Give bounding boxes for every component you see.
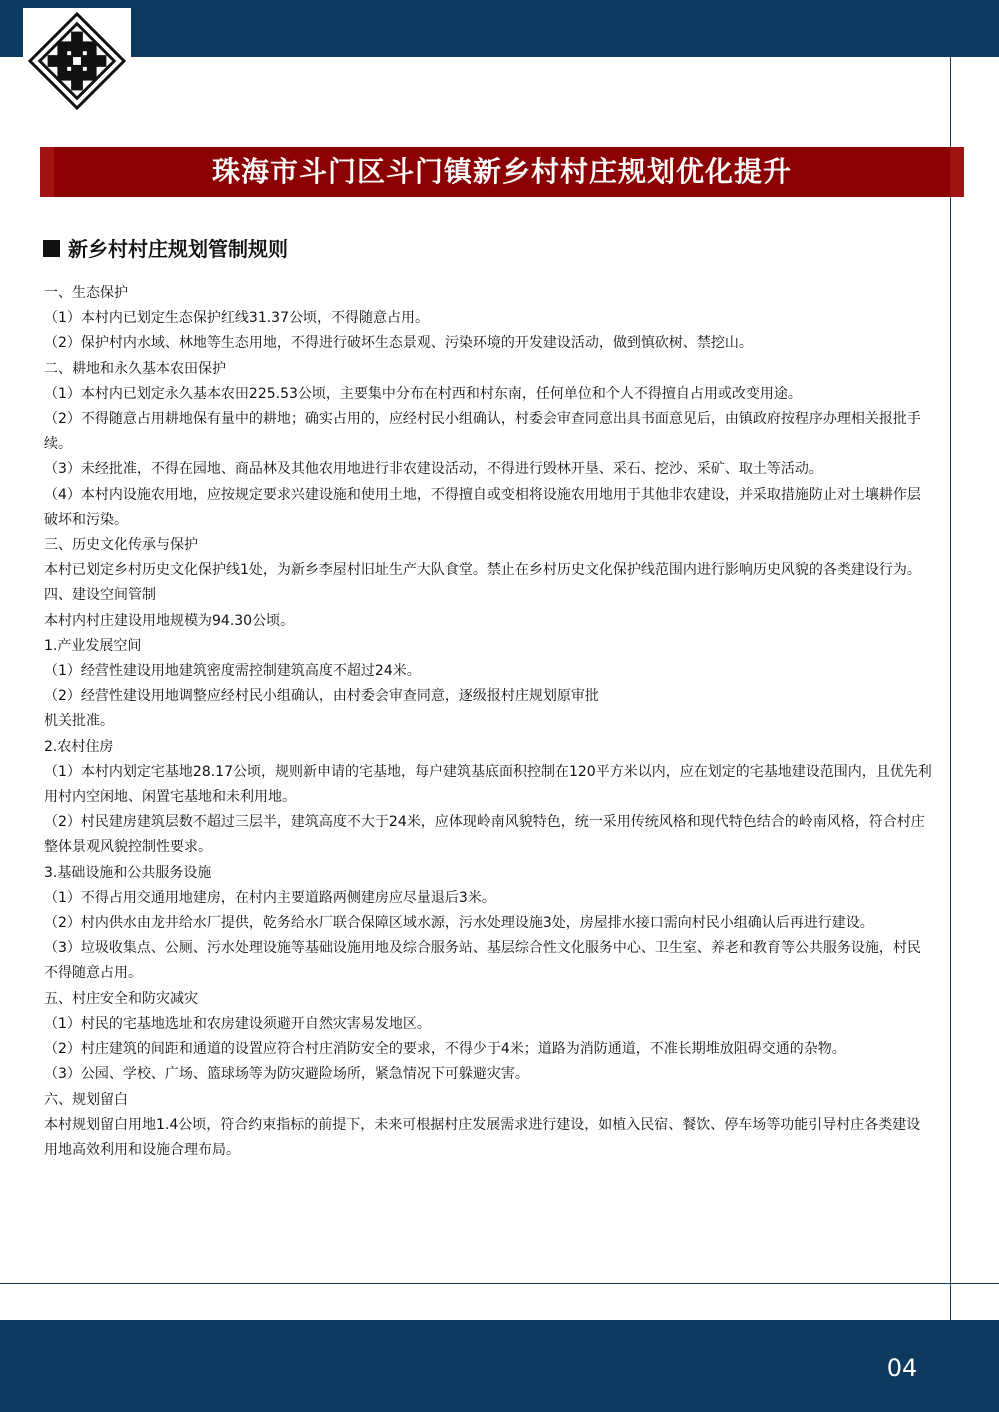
paragraph: （2）保护村内水域、林地等生态用地，不得进行破坏生态景观、污染环境的开发建设活动，做到慎砍树、禁挖山。	[44, 335, 753, 352]
regulation-text	[44, 281, 932, 1163]
paragraph: （3）公园、学校、广场、篮球场等为防灾避险场所，紧急情况下可躲避灾害。	[44, 1066, 529, 1083]
paragraph: （1）本村内已划定生态保护红线31.37公顷，不得随意占用。	[44, 310, 429, 327]
paragraph: （1）不得占用交通用地建房，在村内主要道路两侧建房应尽量退后3米。	[44, 889, 496, 906]
paragraph: 二、耕地和永久基本农田保护	[44, 360, 226, 377]
paragraph: 机关批准。	[44, 713, 114, 730]
paragraph: 三、历史文化传承与保护	[44, 537, 198, 554]
section-heading	[43, 234, 288, 264]
logo-icon	[28, 12, 126, 110]
paragraph: 3.基础设施和公共服务设施	[44, 864, 212, 881]
header-bar	[0, 0, 999, 57]
paragraph: 四、建设空间管制	[44, 587, 156, 604]
paragraph: 本村内村庄建设用地规模为94.30公顷。	[44, 612, 295, 629]
page-title: 珠海市斗门区斗门镇新乡村村庄规划优化提升	[40, 147, 964, 197]
paragraph: 一、生态保护	[44, 285, 128, 301]
paragraph: （3）垃圾收集点、公厕、污水处理设施等基础设施用地及综合服务站、基层综合性文化服务中心、卫生室、养老和教育等公共服务设施，村民不得随意占用。	[44, 940, 921, 982]
paragraph: 五、村庄安全和防灾减灾	[44, 990, 198, 1007]
paragraph: （1）村民的宅基地选址和农房建设须避开自然灾害易发地区。	[44, 1015, 431, 1032]
paragraph: 2.农村住房	[44, 738, 114, 755]
paragraph: 本村规划留白用地1.4公顷，符合约束指标的前提下，未来可根据村庄发展需求进行建设，如植入民宿、餐饮、停车场等功能引导村庄各类建设用地高效利用和设施合理布局。	[44, 1116, 921, 1158]
page-number: 04	[886, 1354, 918, 1382]
square-bullet-icon	[43, 240, 60, 257]
paragraph: （2）村民建房建筑层数不超过三层半，建筑高度不大于24米，应体现岭南风貌特色，统一采用传统风格和现代特色结合的岭南风格，符合村庄整体景观风貌控制性要求。	[44, 814, 925, 856]
paragraph: （1）本村内划定宅基地28.17公顷，规则新申请的宅基地，每户建筑基底面积控制在120平方米以内，应在划定的宅基地建设范围内，且优先利用村内空闲地、闲置宅基地和未利用地。	[44, 763, 932, 806]
paragraph: 本村已划定乡村历史文化保护线1处，为新乡李屋村旧址生产大队食堂。禁止在乡村历史文化保护线范围内进行影响历史风貌的各类建设行为。	[44, 562, 921, 579]
paragraph: （2）村庄建筑的间距和通道的设置应符合村庄消防安全的要求，不得少于4米；道路为消防通道，不准长期堆放阻碍交通的杂物。	[44, 1041, 846, 1058]
footer-bar	[0, 1320, 999, 1412]
paragraph: （2）村内供水由龙井给水厂提供，乾务给水厂联合保障区域水源，污水处理设施3处，房屋排水接口需向村民小组确认后再进行建设。	[44, 915, 874, 932]
section-heading-text: 新乡村村庄规划管制规则	[68, 237, 288, 261]
paragraph: （1）经营性建设用地建筑密度需控制建筑高度不超过24米。	[44, 663, 421, 680]
paragraph: （2）经营性建设用地调整应经村民小组确认，由村委会审查同意，逐级报村庄规划原审批	[44, 688, 599, 705]
paragraph: 六、规划留白	[44, 1091, 128, 1108]
right-margin-rule	[950, 57, 951, 1320]
paragraph: （4）本村内设施农用地，应按规定要求兴建设施和使用土地，不得擅自或变相将设施农用地用于其他非农建设，并采取措施防止对土壤耕作层破坏和污染。	[44, 486, 921, 528]
paragraph: （2）不得随意占用耕地保有量中的耕地；确实占用的，应经村民小组确认，村委会审查同意出具书面意见后，由镇政府按程序办理相关报批手续。	[44, 411, 921, 453]
paragraph: 1.产业发展空间	[44, 637, 142, 654]
paragraph: （1）本村内已划定永久基本农田225.53公顷，主要集中分布在村西和村东南，任何单位和个人不得擅自占用或改变用途。	[44, 385, 802, 402]
bottom-rule	[0, 1283, 999, 1284]
paragraph: （3）未经批准，不得在园地、商品林及其他农用地进行非农建设活动，不得进行毁林开垦、采石、挖沙、采矿、取土等活动。	[44, 461, 823, 478]
